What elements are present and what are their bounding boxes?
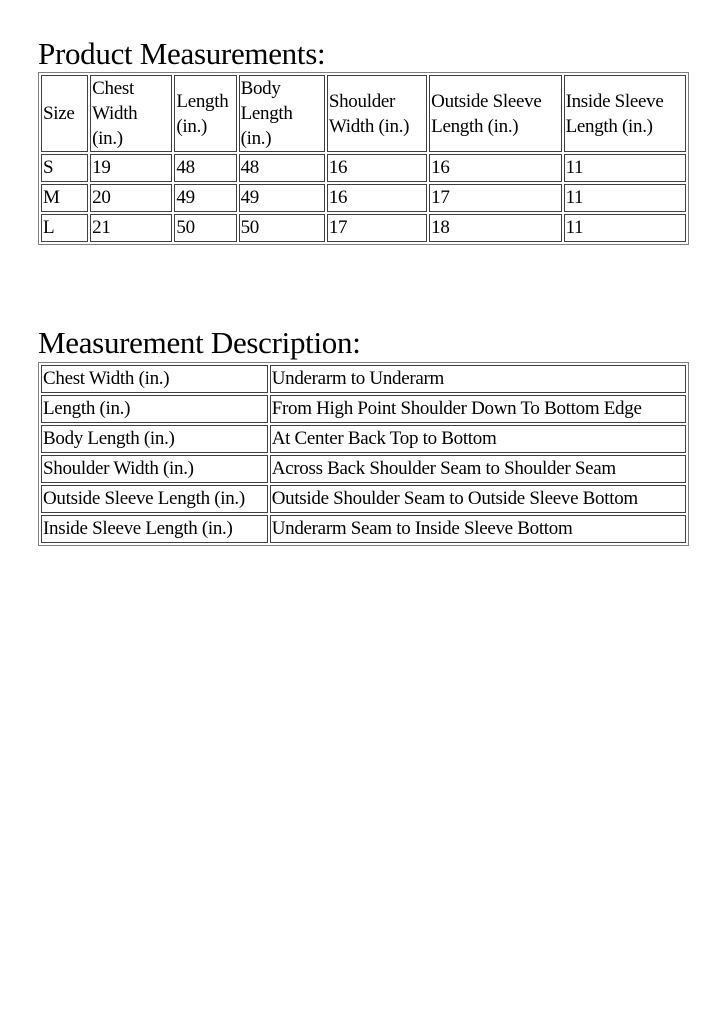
- measurement-description-cell: At Center Back Top to Bottom: [270, 425, 686, 453]
- table-cell: 11: [564, 184, 686, 212]
- measurement-description-cell: Outside Shoulder Seam to Outside Sleeve Bottom: [270, 485, 686, 513]
- table-row: [41, 485, 686, 513]
- table-cell: 49: [174, 184, 236, 212]
- table-cell: 18: [429, 214, 561, 242]
- column-header: Shoulder Width (in.): [327, 75, 427, 152]
- column-header: Body Length (in.): [239, 75, 325, 152]
- table-cell: 20: [90, 184, 172, 212]
- table-row: [41, 455, 686, 483]
- table-cell: 48: [239, 154, 325, 182]
- table-row: [41, 214, 686, 242]
- table-cell: 50: [174, 214, 236, 242]
- table-row: [41, 365, 686, 393]
- measurement-description-cell: Across Back Shoulder Seam to Shoulder Seam: [270, 455, 686, 483]
- table-cell: 21: [90, 214, 172, 242]
- table-cell: S: [41, 154, 88, 182]
- table-cell: 49: [239, 184, 325, 212]
- measurement-name-cell: Outside Sleeve Length (in.): [41, 485, 268, 513]
- measurement-name-cell: Chest Width (in.): [41, 365, 268, 393]
- table-row: [41, 154, 686, 182]
- table-cell: M: [41, 184, 88, 212]
- column-header: Outside Sleeve Length (in.): [429, 75, 561, 152]
- table-cell: L: [41, 214, 88, 242]
- measurement-description-cell: From High Point Shoulder Down To Bottom Edge: [270, 395, 686, 423]
- measurement-name-cell: Length (in.): [41, 395, 268, 423]
- measurement-name-cell: Shoulder Width (in.): [41, 455, 268, 483]
- column-header: Chest Width (in.): [90, 75, 172, 152]
- table-cell: 50: [239, 214, 325, 242]
- table-cell: 17: [429, 184, 561, 212]
- table-header-row: [41, 75, 686, 152]
- table-cell: 16: [429, 154, 561, 182]
- table-row: [41, 395, 686, 423]
- measurement-description-table: [38, 362, 689, 546]
- table-row: [41, 515, 686, 543]
- table-cell: 16: [327, 184, 427, 212]
- measurement-name-cell: Inside Sleeve Length (in.): [41, 515, 268, 543]
- table-row: [41, 184, 686, 212]
- table-cell: 11: [564, 214, 686, 242]
- column-header: Size: [41, 75, 88, 152]
- measurement-name-cell: Body Length (in.): [41, 425, 268, 453]
- table-cell: 17: [327, 214, 427, 242]
- product-measurements-title: Product Measurements:: [38, 36, 326, 71]
- measurement-description-cell: Underarm to Underarm: [270, 365, 686, 393]
- table-cell: 48: [174, 154, 236, 182]
- measurement-description-title: Measurement Description:: [38, 325, 361, 360]
- table-cell: 11: [564, 154, 686, 182]
- table-row: [41, 425, 686, 453]
- column-header: Inside Sleeve Length (in.): [564, 75, 686, 152]
- column-header: Length (in.): [174, 75, 236, 152]
- measurement-description-cell: Underarm Seam to Inside Sleeve Bottom: [270, 515, 686, 543]
- table-cell: 19: [90, 154, 172, 182]
- product-measurements-table: [38, 72, 689, 245]
- table-cell: 16: [327, 154, 427, 182]
